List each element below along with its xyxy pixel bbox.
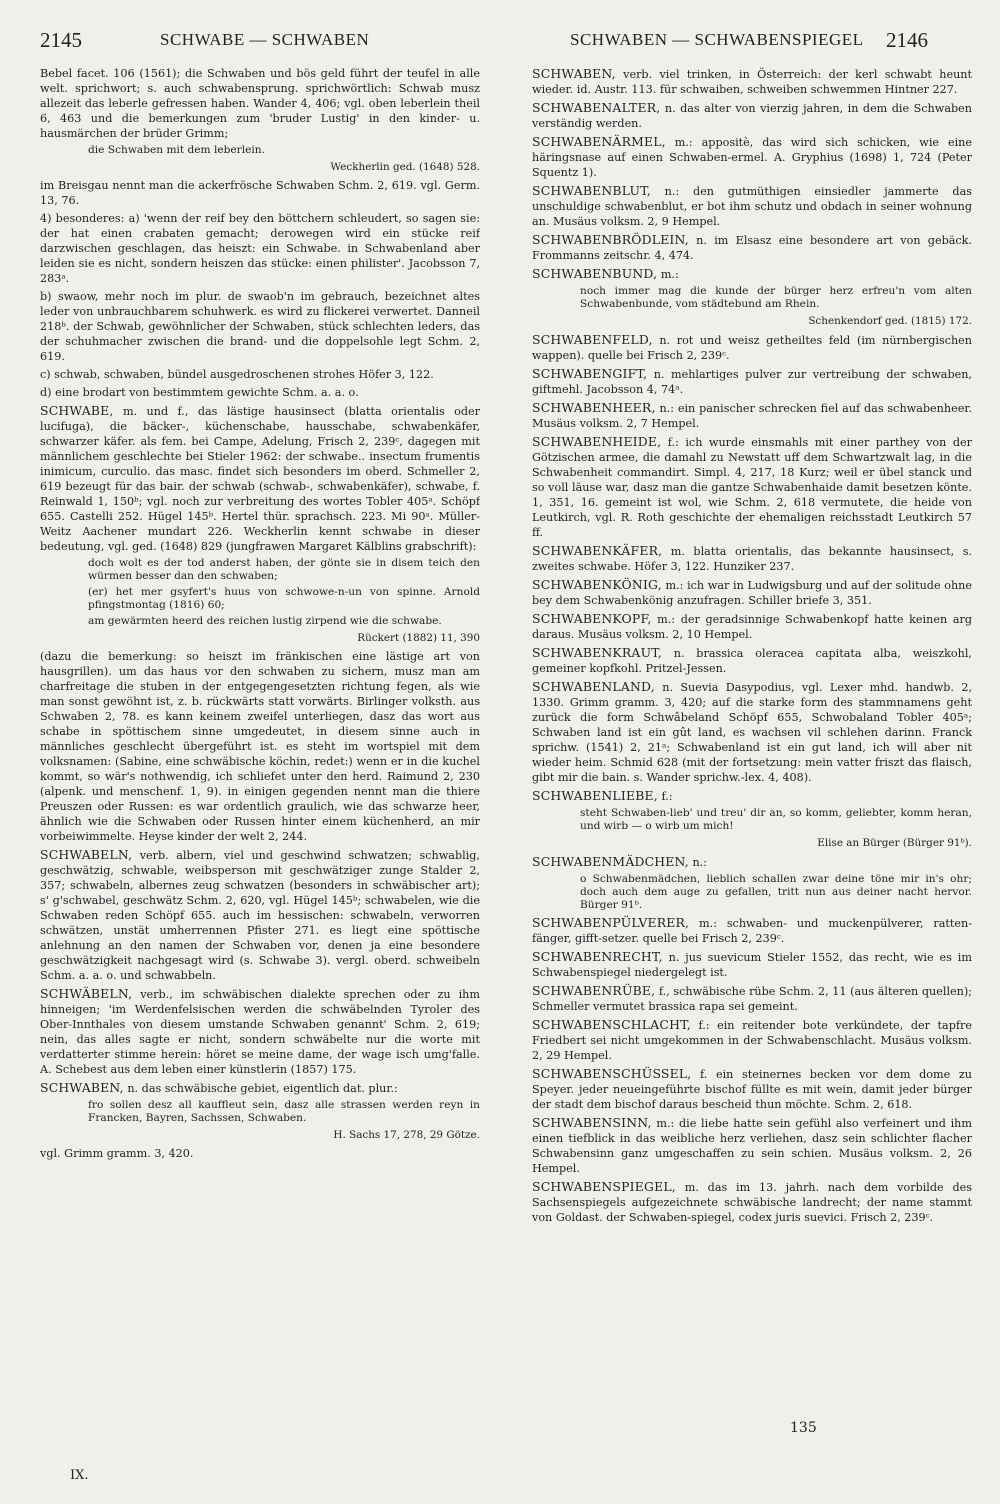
quotation (88, 557, 480, 583)
headword: SCHWABENÄRMEL, (532, 134, 666, 149)
entry-text: Weckherlin ged. (1648) 528. (330, 161, 480, 173)
headword: SCHWABENHEIDE, (532, 434, 662, 449)
dictionary-entry (532, 400, 972, 431)
dictionary-entry (532, 1066, 972, 1112)
entry-paragraph (40, 289, 480, 364)
quotation-source (532, 314, 972, 329)
entry-text: n. rot und weisz getheiltes feld (im nürnbergischen wappen). quelle bei Frisch 2, 239ᶜ. (532, 334, 972, 362)
entry-text: b) swaow, mehr noch im plur. de swaob'n im gebrauch, bezeichnet altes leder von unbrauchbarem schuhwerk. es wird zu flickerei verwertet. Danneil 218ᵇ. der Schwab, gewöhnlicher der Schwaben, stück schlechten leders, das der schuhmacher zwischen die brand- und die doppelsohle legt Schm. 2, 619. (40, 290, 480, 363)
dictionary-entry (532, 366, 972, 397)
entry-text: Schenkendorf ged. (1815) 172. (808, 315, 972, 327)
dictionary-entry (532, 1179, 972, 1225)
dictionary-entry (532, 543, 972, 574)
entry-text: (dazu die bemerkung: so heiszt im fränkischen eine lästige art von hausgrillen). um das haus vor den schwaben zu sichern, musz man am charfreitage die stuben in der entgegengesetzten richtung fegen, als wie man sonst gewöhnt ist, z. b. rückwärts statt vorwärts. Birlinger volksth. aus Schwaben 2, 78. es kann keinem zweifel unterliegen, dasz das wort aus schabe in spöttischem sinne umgedeutet, in diesem sinne auch in männliches geschlecht übergeführt ist. es steht im wortspiel mit dem volksnamen: (Sabine, eine schwäbische köchin, redet:) wenn er in die kuchel kommt, so wär's nothwendig, ich schliefet unter den herd. Raimund 2, 230 (alpenk. und menschenf. 1, 9). in einigen gegenden nennt man die thiere Preuszen oder Russen: es war ordentlich graulich, wie das schwarze heer, ähnlich wie die Schwaben oder Russen hinter einem küchenherd, an mir vorbeiwimmelte. Heyse kinder der welt 2, 244. (40, 650, 480, 843)
headword: SCHWABENKÄFER, (532, 543, 663, 558)
entry-text: m. das im 13. jahrh. nach dem vorbilde des Sachsenspiegels aufgezeichnete schwäbische landrecht; der name stammt von Goldast. der Schwaben-spiegel, codex juris suevici. Frisch 2, 239ᶜ. (532, 1181, 972, 1224)
right-column (532, 66, 972, 1466)
headword: SCHWABENSCHLACHT, (532, 1017, 691, 1032)
entry-text: steht Schwaben-lieb' und treu' dir an, so komm, geliebter, komm heran, und wirb — o wirb um mich! (580, 807, 972, 832)
headword: SCHWABENKOPF, (532, 611, 652, 626)
headword: SCHWABENGIFT, (532, 366, 648, 381)
entry-text: m.: ich war in Ludwigsburg und auf der solitude ohne bey dem Schwabenkönig anzufragen. Schiller briefe 3, 351. (532, 579, 972, 607)
entry-paragraph (40, 211, 480, 286)
headword: SCHWABENKÖNIG, (532, 577, 662, 592)
dictionary-entry (532, 915, 972, 946)
entry-text: f.: (657, 790, 673, 803)
headword: SCHWABENBRÖDLEIN, (532, 232, 689, 247)
entry-text: m.: appositè, das wird sich schicken, wie eine häringsnase auf einen Schwaben-ermel. A. Gryphius (1698) 1, 724 (Peter Squentz 1). (532, 136, 972, 179)
left-column (40, 66, 480, 1466)
entry-text: n. jus suevicum Stieler 1552, das recht, wie es im Schwabenspiegel niedergelegt ist. (532, 951, 972, 979)
headword: SCHWABENRECHT, (532, 949, 663, 964)
running-head-left: SCHWABE — SCHWABEN (160, 30, 370, 49)
quotation (88, 615, 480, 628)
quotation (580, 873, 972, 912)
entry-paragraph (40, 385, 480, 400)
entry-text: n. mehlartiges pulver zur vertreibung der schwaben, giftmehl. Jacobsson 4, 74ᵃ. (532, 368, 972, 396)
entry-text: vgl. Grimm gramm. 3, 420. (40, 1147, 194, 1160)
headword: SCHWABE, (40, 403, 114, 418)
dictionary-entry (40, 847, 480, 983)
headword: SCHWABEN, (40, 1080, 124, 1095)
dictionary-entry (40, 403, 480, 554)
headword: SCHWABENPÜLVERER, (532, 915, 690, 930)
entry-text: noch immer mag die kunde der bürger herz erfreu'n vom alten Schwabenbunde, vom städtebund am Rhein. (580, 285, 972, 310)
headword: SCHWABENSCHÜSSEL, (532, 1066, 692, 1081)
entry-text: n.: (688, 856, 708, 869)
dictionary-entry (532, 983, 972, 1014)
dictionary-entry (532, 183, 972, 229)
page-number-left: 2145 (40, 28, 82, 52)
headword: SCHWABENFELD, (532, 332, 653, 347)
footer-volume-mark: IX. (70, 1468, 89, 1483)
dictionary-entry (532, 66, 972, 97)
entry-text: 4) besonderes: a) 'wenn der reif bey den böttchern schleudert, so sagen sie: der hat einen crabaten gemacht; derowegen wird ein stücke reif darzwischen geschlagen, das heiszt: ein Schwabe. in Schwabenland aber leiden sie es nicht, sondern heiszen das stücke: einen philister'. Jacobsson 7, 283ᵃ. (40, 212, 480, 285)
running-head-right: SCHWABEN — SCHWABENSPIEGEL (570, 30, 864, 49)
entry-paragraph (40, 66, 480, 141)
headword: SCHWABENBLUT, (532, 183, 651, 198)
headword: SCHWABENBUND, (532, 266, 658, 281)
headword: SCHWÄBELN, (40, 986, 133, 1001)
quotation (88, 144, 480, 157)
dictionary-entry (532, 611, 972, 642)
entry-text: n. das schwäbische gebiet, eigentlich dat. plur.: (123, 1082, 398, 1095)
entry-text: f. ein steinernes becken vor dem dome zu Speyer. jeder neueingeführte bischof füllte es mit wein, damit jeder bürger der stadt dem bischof daraus bescheid thun möchte. Schm. 2, 618. (532, 1068, 972, 1111)
headword: SCHWABENSPIEGEL, (532, 1179, 676, 1194)
entry-text: doch wolt es der tod anderst haben, der gönte sie in disem teich den würmen besser dan den schwaben; (88, 557, 480, 582)
headword: SCHWABENHEER, (532, 400, 656, 415)
entry-text: H. Sachs 17, 278, 29 Götze. (333, 1129, 480, 1141)
entry-text: m.: (657, 268, 679, 281)
entry-text: f.: ein reitender bote verkündete, der tapfre Friedbert sei nicht umgekommen in der Schwabenschlacht. Musäus volksm. 2, 29 Hempel. (532, 1019, 972, 1062)
dictionary-entry (532, 577, 972, 608)
headword: SCHWABENKRAUT, (532, 645, 662, 660)
headword: SCHWABELN, (40, 847, 133, 862)
entry-text: m.: die liebe hatte sein gefühl also verfeinert und ihm einen tiefblick in das weibliche herz verliehen, dasz sein schlichter flacher Schwabensinn ganz umgeschaffen zu sein schien. Musäus volksm. 2, 26 Hempel. (532, 1117, 972, 1175)
entry-text: Bebel facet. 106 (1561); die Schwaben und bös geld führt der teufel in alle welt. sprichwort; s. auch schwabensprung. sprichwörtlich: Schwab musz allezeit das leberle gefressen haben. Wander 4, 406; vgl. oben leberlein theil 6, 463 und die bemerkungen zum 'bruder Lustig' in den kinder- u. hausmärchen der brüder Grimm; (40, 67, 480, 140)
entry-text: verb. viel trinken, in Österreich: der kerl schwabt heunt wieder. id. Austr. 113. für schwaiben, schweiben schwemmen Hintner 227. (532, 68, 972, 96)
quotation-source (40, 631, 480, 646)
dictionary-entry (532, 232, 972, 263)
entry-text: m. blatta orientalis, das bekannte hausinsect, s. zweites schwabe. Höfer 3, 122. Hunziker 237. (532, 545, 972, 573)
entry-text: Elise an Bürger (Bürger 91ᵇ). (817, 837, 972, 849)
dictionary-entry (532, 134, 972, 180)
dictionary-entry (532, 854, 972, 870)
dictionary-entry (532, 434, 972, 540)
dictionary-entry (532, 1115, 972, 1176)
entry-paragraph (40, 367, 480, 382)
headword: SCHWABEN, (532, 66, 616, 81)
dictionary-entry (532, 332, 972, 363)
entry-text: Rückert (1882) 11, 390 (357, 632, 480, 644)
quotation (88, 586, 480, 612)
quotation-source (40, 160, 480, 175)
entry-text: verb. albern, viel und geschwind schwatzen; schwablig, geschwätzig, schwable, weibsperson mit geschwätziger zunge Stalder 2, 357; schwabeln, albernes zeug schwatzen (besonders in schwäbischer art); s' g'schwabel, geschwätz Schm. 2, 620, vgl. Hügel 145ᵇ; schwabelen, wie die Schwaben reden Schöpf 655. auch im hessischen: schwabeln, verworren schwätzen, unstät umherrennen Pfister 271. es liegt eine spöttische anlehnung an den namen der Schwaben vor, denen ja eine besondere geschwätzigkeit nachgesagt wird (s. Schwabe 3). vergl. oberd. schweibeln Schm. a. a. o. und schwabbeln. (40, 849, 480, 982)
entry-text: n.: den gutmüthigen einsiedler jammerte das unschuldige schwabenblut, er bot ihm schutz und obdach in seiner wohnung an. Musäus volksm. 2, 9 Hempel. (532, 185, 972, 228)
entry-text: c) schwab, schwaben, bündel ausgedroschenen strohes Höfer 3, 122. (40, 368, 434, 381)
quotation-source (40, 1128, 480, 1143)
entry-text: n.: ein panischer schrecken fiel auf das schwabenheer. Musäus volksm. 2, 7 Hempel. (532, 402, 972, 430)
quotation (580, 807, 972, 833)
dictionary-entry (40, 1080, 480, 1096)
dictionary-entry (532, 679, 972, 785)
dictionary-entry (532, 788, 972, 804)
headword: SCHWABENRÜBE, (532, 983, 656, 998)
quotation (88, 1099, 480, 1125)
dictionary-entry (532, 949, 972, 980)
headword: SCHWABENMÄDCHEN, (532, 854, 689, 869)
entry-text: d) eine brodart von bestimmtem gewichte Schm. a. a. o. (40, 386, 359, 399)
dictionary-entry (532, 645, 972, 676)
dictionary-entry (532, 1017, 972, 1063)
quotation-source (532, 836, 972, 851)
entry-text: fro sollen desz all kauffleut sein, dasz alle strassen werden reyn in Francken, Bayren, Sachssen, Schwaben. (88, 1099, 480, 1124)
entry-paragraph (40, 649, 480, 844)
entry-text: n. das alter von vierzig jahren, in dem die Schwaben verständig werden. (532, 102, 972, 130)
headword: SCHWABENALTER, (532, 100, 661, 115)
entry-paragraph (40, 178, 480, 208)
entry-text: m. und f., das lästige hausinsect (blatta orientalis oder lucifuga), die bäcker-, küchenschabe, hausschabe, schwabenkäfer, schwarzer käfer. als fem. bei Campe, Adelung, Frisch 2, 239ᶜ, dagegen mit männlichem geschlechte bei Stieler 1962: der schwabe.. insectum frumentis inimicum, curculio. das masc. findet sich besonders im oberd. Schmeller 2, 619 bezeugt für das bair. der schwab (schwab-, schwabenkäfer), schwabe, f. Reinwald 1, 150ᵇ; vgl. noch zur verbreitung des wortes Tobler 405ᵃ. Schöpf 655. Castelli 252. Hügel 145ᵇ. Hertel thür. sprachsch. 223. Mi 90ᵃ. Müller-Weitz Aachener mundart 226. Weckherlin kennt schwabe in dieser bedeutung, vgl. ged. (1648) 829 (jungfrawen Margaret Kälblins grabschrift): (40, 405, 480, 553)
entry-text: o Schwabenmädchen, lieblich schallen zwar deine töne mir in's ohr; doch auch dem auge zu gefallen, tritt nun aus deiner nacht hervor. Bürger 91ᵇ. (580, 873, 972, 911)
entry-text: n. im Elsasz eine besondere art von gebäck. Frommanns zeitschr. 4, 474. (532, 234, 972, 262)
dictionary-entry (532, 266, 972, 282)
footer-signature-number: 135 (790, 1420, 817, 1436)
entry-text: f.: ich wurde einsmahls mit einer parthey von der Götzischen armee, die damahl zu Newstatt uff dem Schwartzwalt lag, in die Schwabenheit commandirt. Simpl. 4, 217, 18 Kurz; weil er übel stanck und so voll läuse war, dasz man die gantze Schwabenhaide damit besetzen könte. 1, 351, 16. gemeint ist wol, wie Schm. 2, 618 vermutete, die heide von Leutkirch, vgl. R. Roth geschichte der ehemaligen reichsstadt Leutkirch 57 ff. (532, 436, 972, 539)
entry-text: (er) het mer gsyfert's huus von schwowe-n-un von spinne. Arnold pfingstmontag (1816) 60; (88, 586, 480, 611)
entry-text: verb., im schwäbischen dialekte sprechen oder zu ihm hinneigen; 'im Werdenfelsischen werden die schwäbelnden Tyroler des Ober-Innthales von diesem umstande Schwaben genannt' Schm. 2, 619; nein, das alles sagte er nicht, sondern schwäbelte nur die worte mit verdatterter stimme herein: höret se meine dame, der wage isch umg'falle. A. Schebest aus dem leben einer künstlerin (1857) 175. (40, 988, 480, 1076)
page-number-right: 2146 (886, 28, 928, 52)
headword: SCHWABENLIEBE, (532, 788, 658, 803)
entry-paragraph (40, 1146, 480, 1161)
running-header (0, 28, 1000, 58)
entry-text: im Breisgau nennt man die ackerfrösche Schwaben Schm. 2, 619. vgl. Germ. 13, 76. (40, 179, 480, 207)
entry-text: am gewärmten heerd des reichen lustig zirpend wie die schwabe. (88, 615, 442, 627)
dictionary-entry (40, 986, 480, 1077)
headword: SCHWABENSINN, (532, 1115, 652, 1130)
entry-text: die Schwaben mit dem leberlein. (88, 144, 265, 156)
entry-text: m.: der geradsinnige Schwabenkopf hatte keinen arg daraus. Musäus volksm. 2, 10 Hempel. (532, 613, 972, 641)
entry-text: m.: schwaben- und muckenpülverer, ratten-fänger, gifft-setzer. quelle bei Frisch 2, 239ᶜ. (532, 917, 972, 945)
headword: SCHWABENLAND, (532, 679, 655, 694)
entry-text: n. Suevia Dasypodius, vgl. Lexer mhd. handwb. 2, 1330. Grimm gramm. 3, 420; auf die starke form des stammnamens geht zurück die form Schwâbeland Schöpf 655, Schwobaland Tobler 405ᵃ; Schwaben land ist ein gût land, es wachsen vil schlehen darinn. Franck sprichw. (1541) 2, 21ᵃ; Schwabenland ist ein gut land, ich will aber nit wieder heim. Schmid 628 (mit der fortsetzung: mein vatter friszt das flaisch, gibt mir die bain. s. Wander sprichw.-lex. 4, 408). (532, 681, 972, 784)
quotation (580, 285, 972, 311)
entry-text: f., schwäbische rübe Schm. 2, 11 (aus älteren quellen); Schmeller vermutet brassica rapa sei gemeint. (532, 985, 972, 1013)
entry-text: n. brassica oleracea capitata alba, weiszkohl, gemeiner kopfkohl. Pritzel-Jessen. (532, 647, 972, 675)
dictionary-entry (532, 100, 972, 131)
